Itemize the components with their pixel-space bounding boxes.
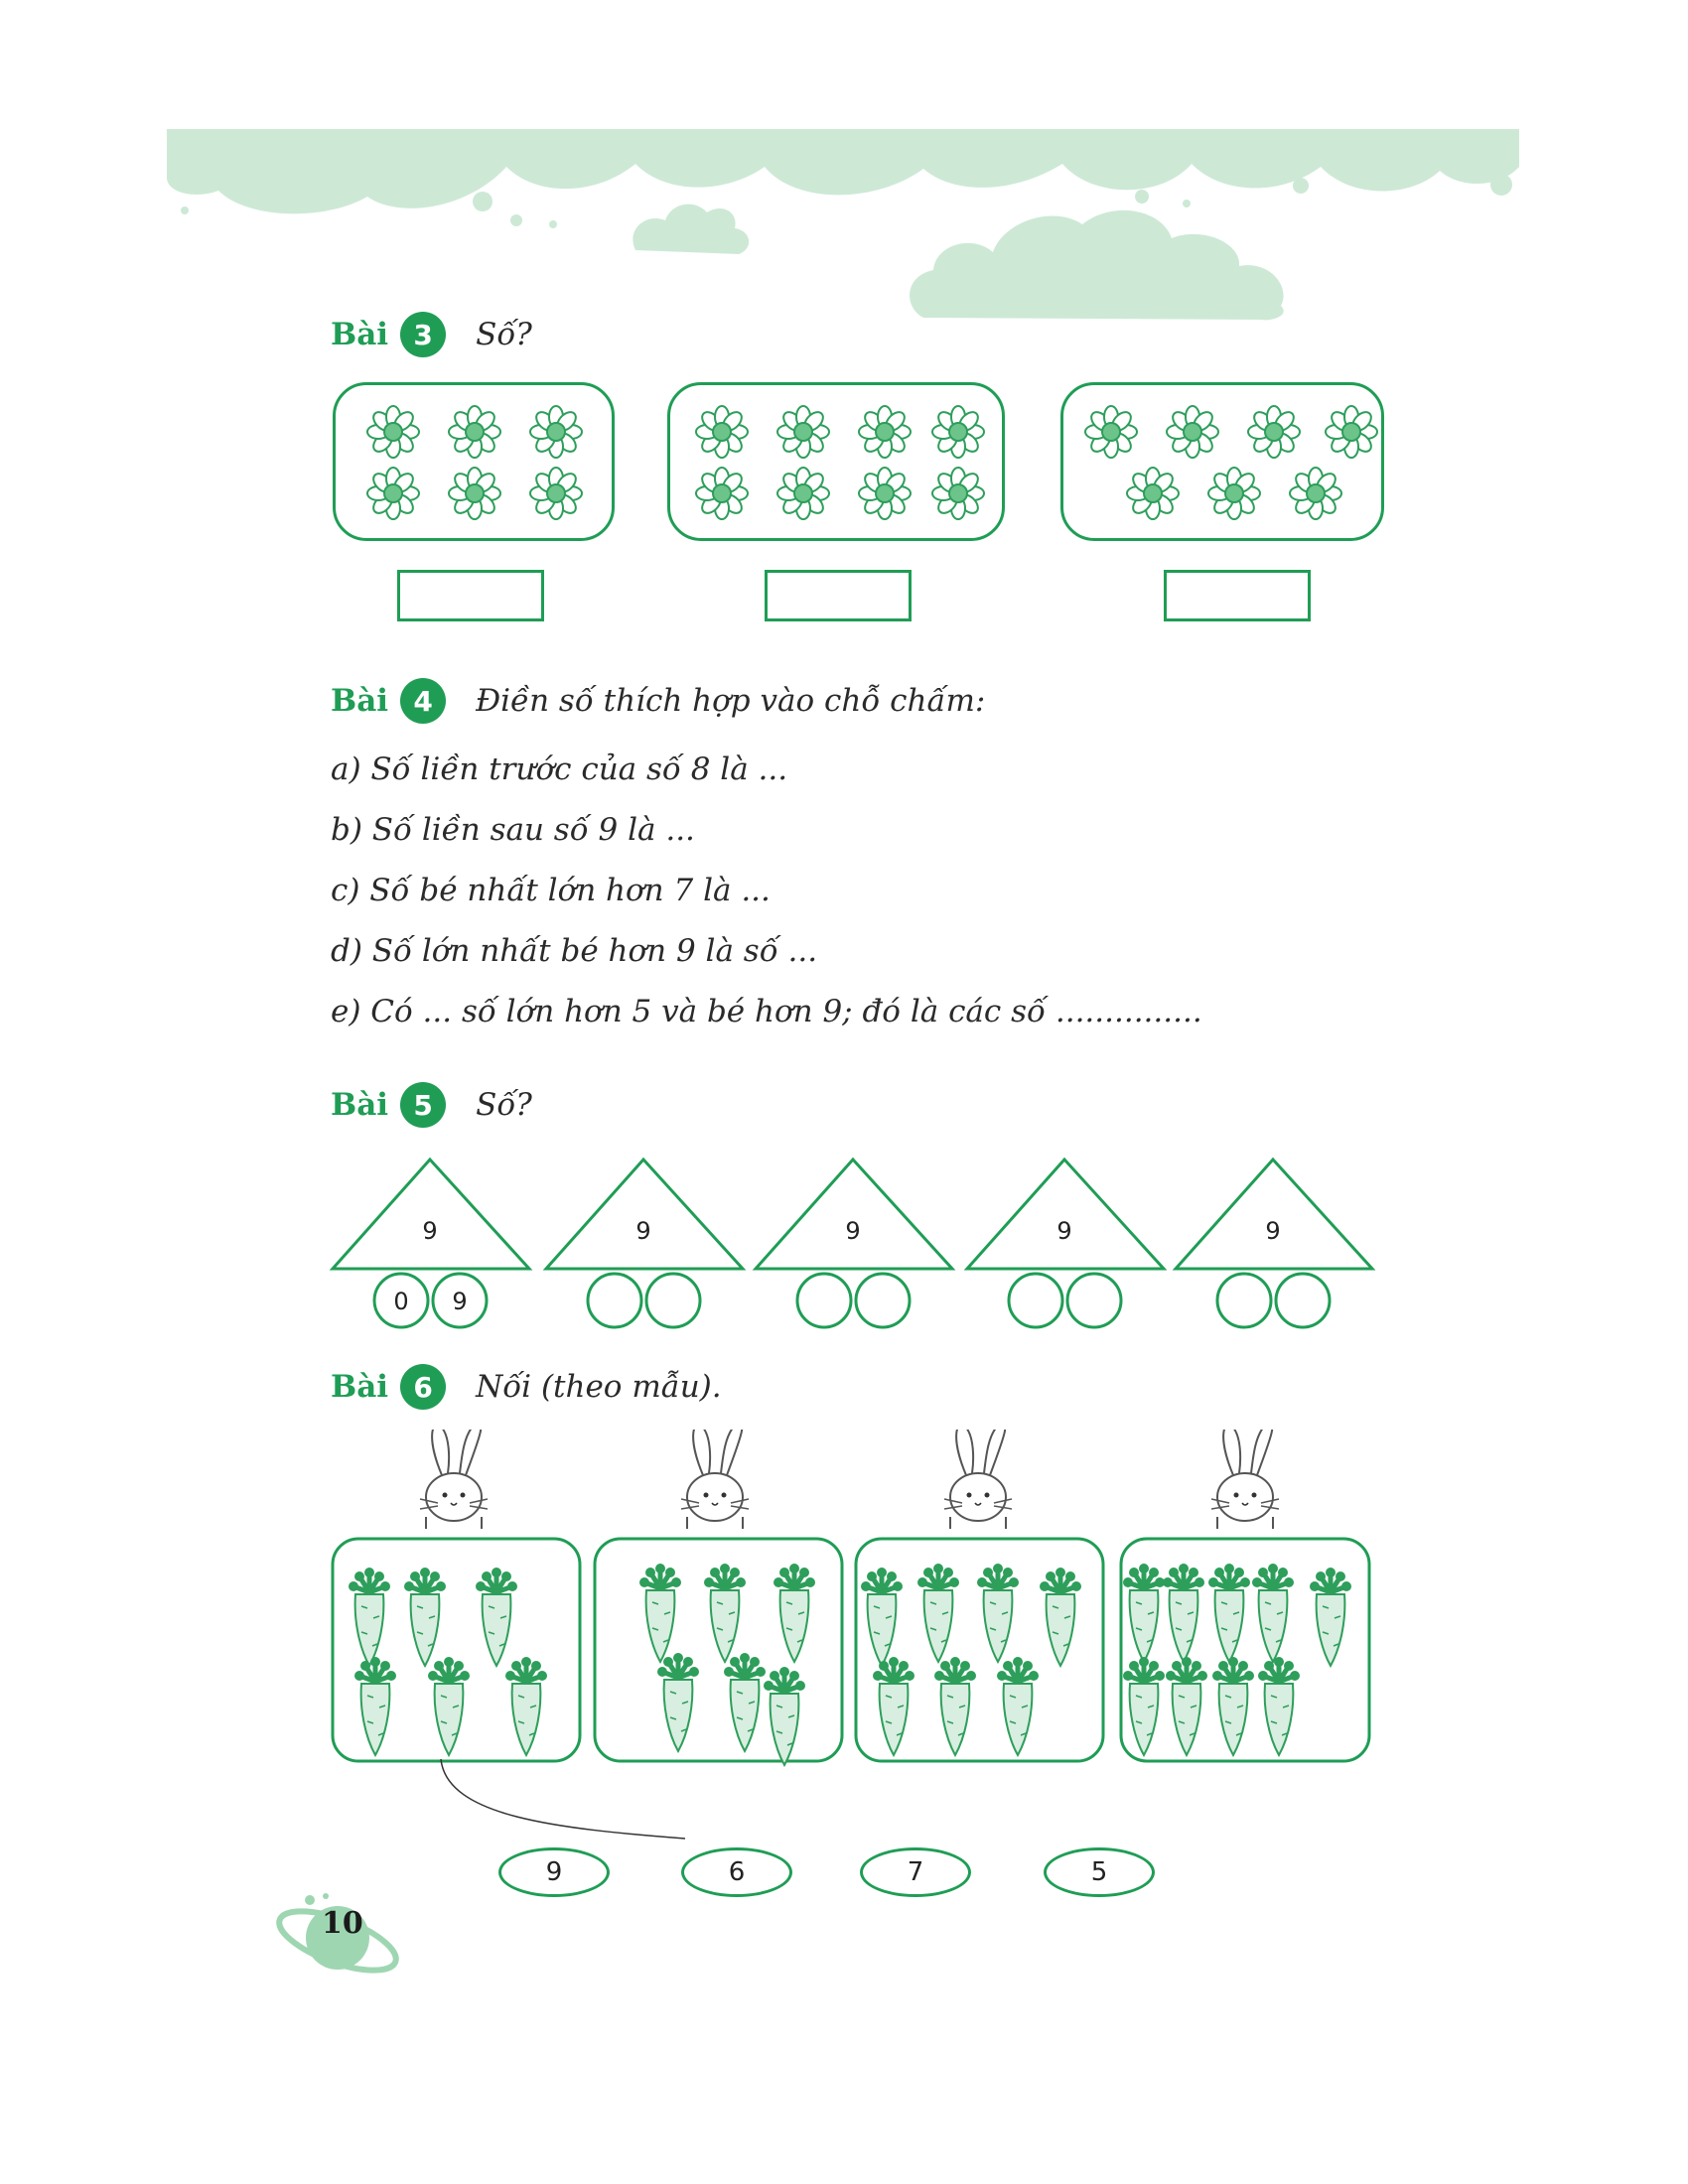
bai-word: Bài <box>331 683 389 719</box>
cloud-header-decoration <box>0 0 1688 338</box>
flower-icon <box>367 406 419 458</box>
carrot <box>1163 1564 1204 1662</box>
rabbit-1 <box>420 1430 488 1529</box>
house-right-circle[interactable] <box>1067 1274 1121 1327</box>
planet-icon <box>268 1886 407 1995</box>
number-oval-9[interactable]: 9 <box>498 1847 610 1897</box>
number-oval-7[interactable]: 7 <box>860 1847 971 1897</box>
exercise-number-badge: 5 <box>400 1082 446 1128</box>
exercise-number-badge: 6 <box>400 1364 446 1410</box>
number-house-4 <box>967 1160 1164 1327</box>
bai-word: Bài <box>331 317 389 352</box>
flower-icon <box>777 406 829 458</box>
house-left-circle[interactable] <box>797 1274 851 1327</box>
exercise-instruction: Điền số thích hợp vào chỗ chấm: <box>476 683 986 719</box>
rabbit-4 <box>1211 1430 1279 1529</box>
carrot <box>1252 1564 1294 1662</box>
flower-icon <box>449 406 500 458</box>
rabbit-3 <box>944 1430 1012 1529</box>
carrot <box>873 1657 914 1755</box>
carrot <box>639 1564 681 1662</box>
exercise-instruction: Số? <box>476 317 532 352</box>
flower-icon <box>696 406 748 458</box>
flower-group-3 <box>1060 382 1384 541</box>
carrot <box>349 1568 390 1666</box>
carrot <box>354 1657 396 1755</box>
carrot <box>657 1653 699 1751</box>
carrot <box>1208 1564 1250 1662</box>
carrot <box>1040 1568 1081 1666</box>
flower-icon <box>696 468 748 519</box>
flower-icon <box>777 468 829 519</box>
house-top-number: 9 <box>635 1217 651 1245</box>
house-top-number: 9 <box>1056 1217 1072 1245</box>
flower-icon <box>1167 406 1218 458</box>
exercise-number-badge: 3 <box>400 312 446 357</box>
page-number: 10 <box>322 1906 363 1941</box>
question-b: b) Số liền sau số 9 là ... <box>331 812 695 848</box>
carrot <box>704 1564 746 1662</box>
number-house-1 <box>333 1160 529 1327</box>
flower-icon <box>1248 406 1300 458</box>
carrot <box>1123 1564 1165 1662</box>
rabbit-carrot-section <box>0 1430 1688 1886</box>
carrot <box>505 1657 547 1755</box>
carrot <box>1212 1657 1254 1755</box>
carrot <box>917 1564 959 1662</box>
flower-icon <box>1085 406 1137 458</box>
carrot <box>977 1564 1019 1662</box>
sample-connection-line <box>441 1759 685 1839</box>
number-house-3 <box>756 1160 952 1327</box>
carrot <box>764 1667 805 1765</box>
carrot <box>934 1657 976 1755</box>
flower-icon <box>859 468 911 519</box>
house-left-number: 0 <box>393 1288 409 1315</box>
house-right-circle[interactable] <box>1276 1274 1330 1327</box>
house-right-circle[interactable] <box>856 1274 910 1327</box>
carrot <box>404 1568 446 1666</box>
number-house-2 <box>546 1160 743 1327</box>
house-left-circle[interactable] <box>588 1274 641 1327</box>
flower-icon <box>859 406 911 458</box>
question-d: d) Số lớn nhất bé hơn 9 là số ... <box>331 933 818 969</box>
flower-group-3-art <box>1063 385 1381 538</box>
exercise-number-badge: 4 <box>400 678 446 724</box>
flower-icon <box>932 468 984 519</box>
carrot <box>861 1568 903 1666</box>
answer-box-1[interactable] <box>397 570 544 621</box>
flower-icon <box>449 468 500 519</box>
exercise-instruction: Số? <box>476 1087 532 1123</box>
flower-icon <box>1127 468 1179 519</box>
number-house-5 <box>1176 1160 1372 1327</box>
flower-icon <box>1290 468 1341 519</box>
flower-icon <box>530 406 582 458</box>
flower-icon <box>367 468 419 519</box>
house-left-circle[interactable] <box>1217 1274 1271 1327</box>
flower-group-2 <box>667 382 1005 541</box>
house-top-number: 9 <box>422 1217 438 1245</box>
flower-group-1 <box>333 382 615 541</box>
bai-4-heading <box>331 678 985 724</box>
house-top-number: 9 <box>845 1217 861 1245</box>
carrot <box>1123 1657 1165 1755</box>
bai-6-heading <box>331 1364 722 1410</box>
flower-icon <box>1208 468 1260 519</box>
bai-5-heading <box>331 1082 532 1128</box>
question-e: e) Có ... số lớn hơn 5 và bé hơn 9; đó là các số ............... <box>331 994 1202 1029</box>
flower-icon <box>1326 406 1377 458</box>
flower-icon <box>530 468 582 519</box>
bai-3-heading <box>331 312 532 357</box>
carrot <box>724 1653 766 1751</box>
number-oval-6[interactable]: 6 <box>681 1847 792 1897</box>
carrot <box>1166 1657 1207 1755</box>
flower-group-2-art <box>670 385 1002 538</box>
carrot <box>1310 1568 1351 1666</box>
house-left-circle[interactable] <box>1009 1274 1062 1327</box>
bai-word: Bài <box>331 1369 389 1405</box>
number-oval-5[interactable]: 5 <box>1044 1847 1155 1897</box>
carrot <box>997 1657 1039 1755</box>
number-houses <box>0 1152 1688 1330</box>
answer-box-2[interactable] <box>765 570 912 621</box>
house-right-number: 9 <box>452 1288 468 1315</box>
carrot <box>428 1657 470 1755</box>
bai-word: Bài <box>331 1087 389 1123</box>
question-a: a) Số liền trước của số 8 là ... <box>331 751 788 787</box>
carrot <box>476 1568 517 1666</box>
rabbit-2 <box>681 1430 749 1529</box>
question-c: c) Số bé nhất lớn hơn 7 là ... <box>331 873 771 908</box>
carrot <box>1258 1657 1300 1755</box>
house-top-number: 9 <box>1265 1217 1281 1245</box>
carrot <box>774 1564 815 1662</box>
flower-icon <box>932 406 984 458</box>
flower-group-1-art <box>336 385 612 538</box>
house-right-circle[interactable] <box>646 1274 700 1327</box>
answer-box-3[interactable] <box>1164 570 1311 621</box>
exercise-instruction: Nối (theo mẫu). <box>476 1369 722 1405</box>
